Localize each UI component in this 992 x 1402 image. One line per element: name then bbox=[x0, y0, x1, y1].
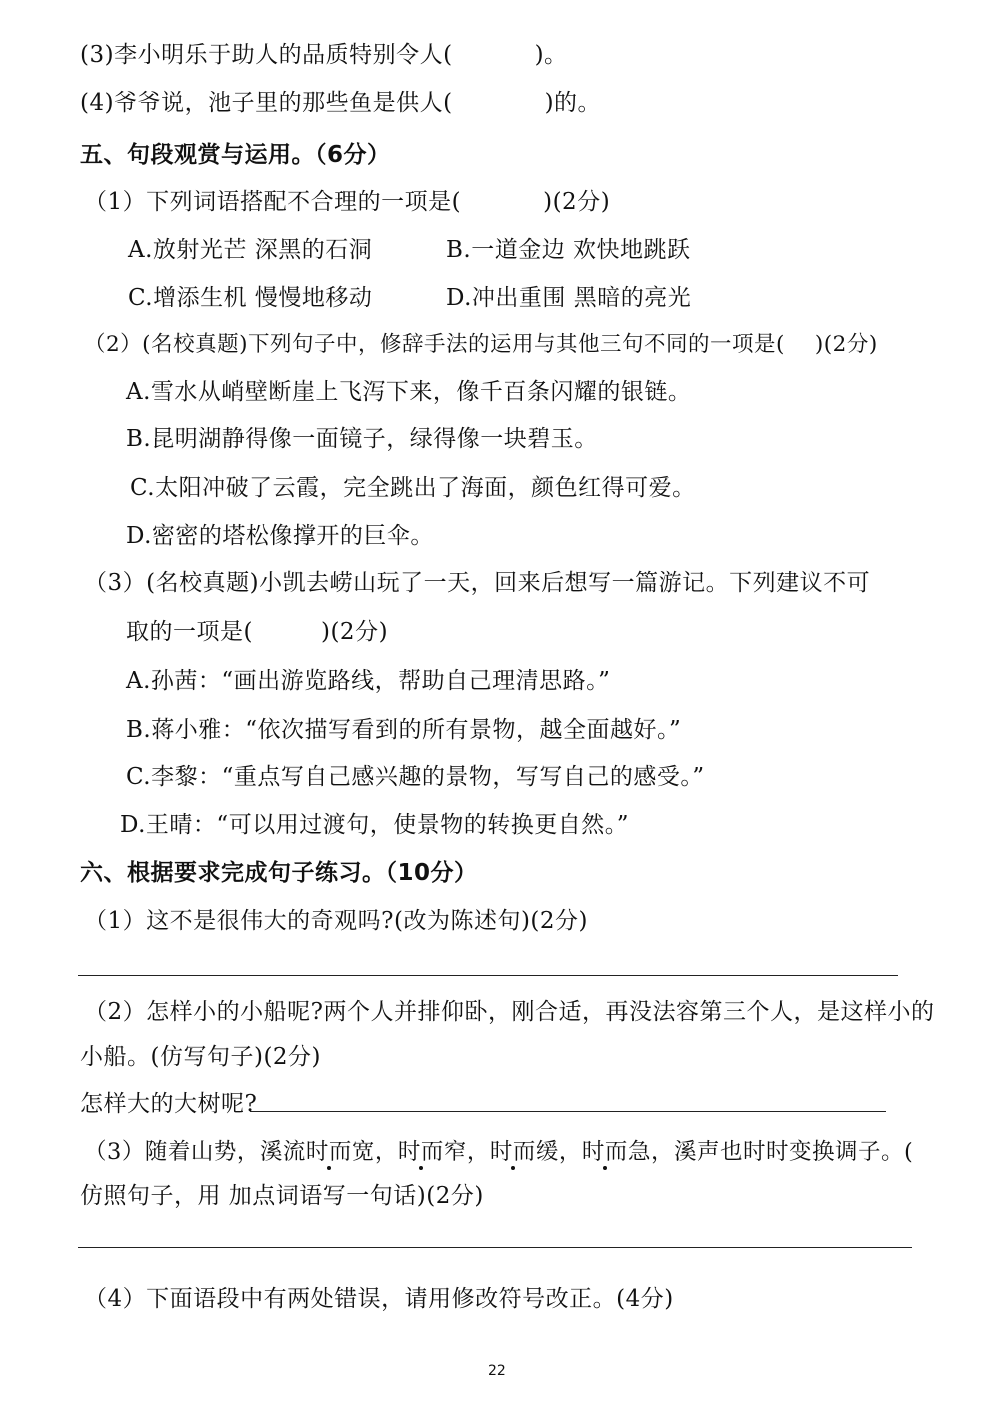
option-c[interactable]: C.李黎：“重点写自己感兴趣的景物，写写自己的感受。” bbox=[126, 764, 705, 790]
question-6-4: （4）下面语段中有两处错误，请用修改符号改正。(4分) bbox=[84, 1286, 674, 1312]
option-a[interactable]: A.孙茜：“画出游览路线，帮助自己理清思路。” bbox=[126, 668, 611, 694]
stem-text: 取的一项是( bbox=[126, 619, 253, 645]
dotted-word: 时而 bbox=[397, 1139, 444, 1165]
item-3-after: )。 bbox=[534, 42, 568, 68]
question-5-1-options-cd bbox=[128, 283, 828, 313]
option-c[interactable]: C.太阳冲破了云霞，完全跳出了海面，颜色红得可爱。 bbox=[130, 475, 696, 501]
option-d[interactable]: D.王晴：“可以用过渡句，使景物的转换更自然。” bbox=[120, 812, 629, 838]
option-d[interactable]: D.密密的塔松像撑开的巨伞。 bbox=[126, 523, 434, 549]
question-6-3-line2: 仿照句子，用 加点词语写一句话)(2分) bbox=[80, 1183, 484, 1209]
sentence-text: （3）随着山势，溪流 bbox=[84, 1139, 306, 1165]
stem-points: )(2分) bbox=[543, 189, 611, 215]
option-b[interactable]: B.蒋小雅：“依次描写看到的所有景物，越全面越好。” bbox=[126, 717, 682, 743]
item-4-before: (4)爷爷说，池子里的那些鱼是供人( bbox=[80, 90, 453, 116]
answer-line[interactable] bbox=[250, 1111, 886, 1112]
option-b[interactable]: B.昆明湖静得像一面镜子，绿得像一块碧玉。 bbox=[126, 426, 598, 452]
dotted-word: 时而 bbox=[489, 1139, 536, 1165]
option-d[interactable]: D.冲出重围 黑暗的亮光 bbox=[446, 285, 692, 311]
stem-text: （1）下列词语搭配不合理的一项是( bbox=[84, 189, 462, 215]
sentence-text: 急，溪声也时时变换调子。( bbox=[627, 1139, 914, 1165]
dotted-word: 时而 bbox=[581, 1139, 628, 1165]
sentence-text: 缓， bbox=[535, 1139, 582, 1165]
question-6-2-line1: （2）怎样小的小船呢?两个人并排仰卧，刚合适，再没法容第三个人，是这样小的 bbox=[84, 999, 935, 1025]
fill-in-item-3 bbox=[80, 40, 568, 70]
question-6-1: （1）这不是很伟大的奇观吗?(改为陈述句)(2分) bbox=[84, 908, 588, 934]
option-c[interactable]: C.增添生机 慢慢地移动 bbox=[128, 285, 373, 311]
answer-line[interactable] bbox=[78, 975, 898, 976]
option-b[interactable]: B.一道金边 欢快地跳跃 bbox=[446, 237, 691, 263]
answer-line[interactable] bbox=[78, 1247, 912, 1248]
stem-points: )(2分) bbox=[320, 619, 389, 645]
question-6-2-line2: 小船。(仿写句子)(2分) bbox=[80, 1044, 322, 1070]
question-5-1-stem bbox=[84, 187, 610, 217]
section-5-heading: 五、句段观赏与运用。（6分） bbox=[80, 142, 391, 168]
fill-in-item-4 bbox=[80, 88, 601, 118]
section-6-heading: 六、根据要求完成句子练习。（10分） bbox=[80, 860, 478, 886]
question-6-3-line1 bbox=[84, 1137, 913, 1167]
option-a[interactable]: A.放射光芒 深黑的石洞 bbox=[128, 237, 373, 263]
dotted-word: 时而 bbox=[305, 1139, 352, 1165]
option-a[interactable]: A.雪水从峭壁断崖上飞泻下来，像千百条闪耀的银链。 bbox=[126, 379, 692, 405]
item-4-after: )的。 bbox=[544, 90, 602, 116]
sentence-text: 宽， bbox=[351, 1139, 398, 1165]
question-5-1-options-ab bbox=[128, 235, 828, 265]
stem-text: （2）(名校真题)下列句子中，修辞手法的运用与其他三句不同的一项是( bbox=[84, 332, 785, 357]
page-number: 22 bbox=[488, 1363, 506, 1379]
question-6-2-prompt: 怎样大的大树呢? bbox=[80, 1091, 258, 1117]
item-3-before: (3)李小明乐于助人的品质特别令人( bbox=[80, 42, 453, 68]
stem-points: )(2分) bbox=[814, 332, 878, 357]
question-5-3-stem-line1: （3）(名校真题)小凯去崂山玩了一天，回来后想写一篇游记。下列建议不可 bbox=[84, 570, 871, 596]
question-5-3-stem-line2 bbox=[126, 617, 388, 647]
sentence-text: 窄， bbox=[443, 1139, 490, 1165]
question-5-2-stem bbox=[84, 330, 878, 360]
